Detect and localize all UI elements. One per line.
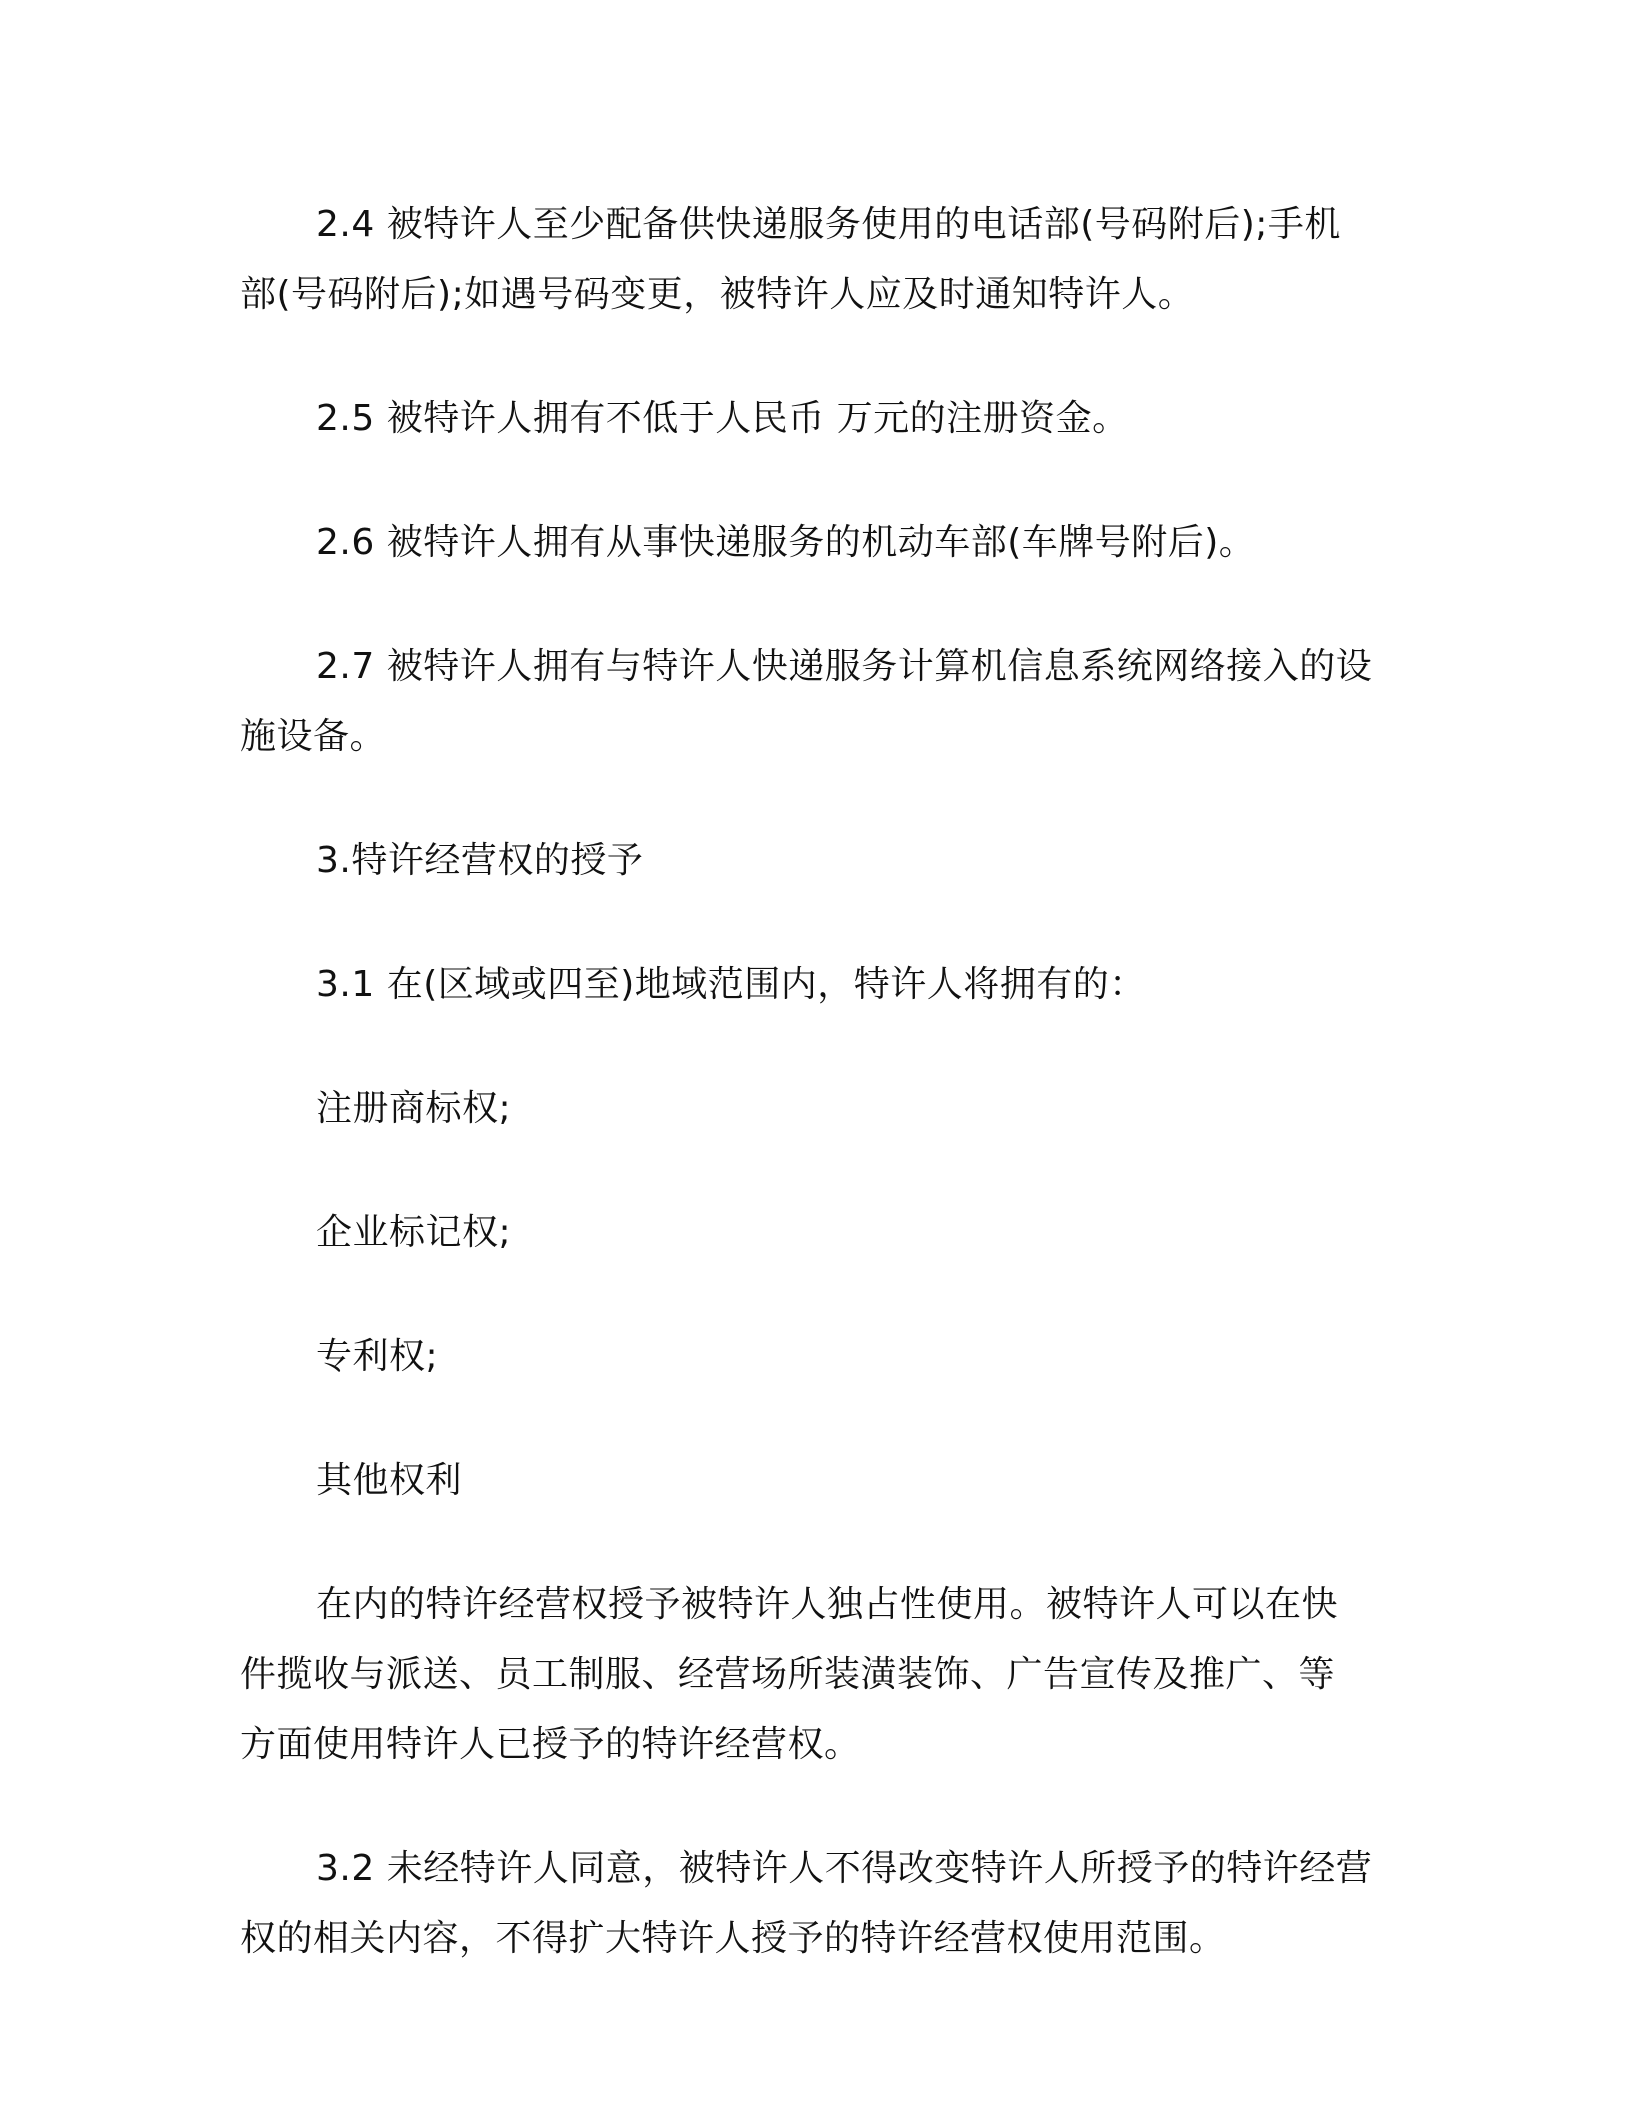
paragraph-2-4 xyxy=(240,190,1380,330)
paragraph-line: 注册商标权; xyxy=(316,1088,512,1129)
paragraph-line: 2.7 被特许人拥有与特许人快递服务计算机信息系统网络接入的设 xyxy=(316,646,1373,687)
paragraph-line: 权的相关内容，不得扩大特许人授予的特许经营权使用范围。 xyxy=(240,1918,1226,1959)
paragraph-2-6 xyxy=(240,508,1380,578)
section-heading-3 xyxy=(240,826,1380,896)
paragraph-line: 其他权利 xyxy=(316,1460,463,1501)
paragraph-3-1 xyxy=(240,950,1380,1020)
paragraph-line: 方面使用特许人已授予的特许经营权。 xyxy=(240,1724,861,1765)
list-item-patent xyxy=(240,1322,1380,1392)
paragraph-line: 在内的特许经营权授予被特许人独占性使用。被特许人可以在快 xyxy=(316,1584,1339,1625)
list-item-corporate-mark xyxy=(240,1198,1380,1268)
paragraph-line: 3.特许经营权的授予 xyxy=(316,840,644,881)
list-item-trademark xyxy=(240,1074,1380,1144)
paragraph-line: 2.6 被特许人拥有从事快递服务的机动车部(车牌号附后)。 xyxy=(316,522,1256,563)
paragraph-line: 企业标记权; xyxy=(316,1212,512,1253)
paragraph-line: 3.2 未经特许人同意，被特许人不得改变特许人所授予的特许经营 xyxy=(316,1848,1373,1889)
list-item-other-rights xyxy=(240,1446,1380,1516)
paragraph-line: 部(号码附后);如遇号码变更，被特许人应及时通知特许人。 xyxy=(240,274,1195,315)
paragraph-2-5 xyxy=(240,384,1380,454)
paragraph-line: 2.5 被特许人拥有不低于人民币 万元的注册资金。 xyxy=(316,398,1129,439)
paragraph-line: 件揽收与派送、员工制服、经营场所装潢装饰、广告宣传及推广、等 xyxy=(240,1654,1336,1695)
paragraph-line: 专利权; xyxy=(316,1336,439,1377)
paragraph-2-7 xyxy=(240,632,1380,772)
paragraph-line: 3.1 在(区域或四至)地域范围内，特许人将拥有的： xyxy=(316,964,1146,1005)
paragraph-grant xyxy=(240,1570,1380,1780)
document-body xyxy=(240,190,1380,2028)
paragraph-line: 2.4 被特许人至少配备供快递服务使用的电话部(号码附后);手机 xyxy=(316,204,1341,245)
paragraph-line: 施设备。 xyxy=(240,716,387,757)
paragraph-3-2 xyxy=(240,1834,1380,1974)
